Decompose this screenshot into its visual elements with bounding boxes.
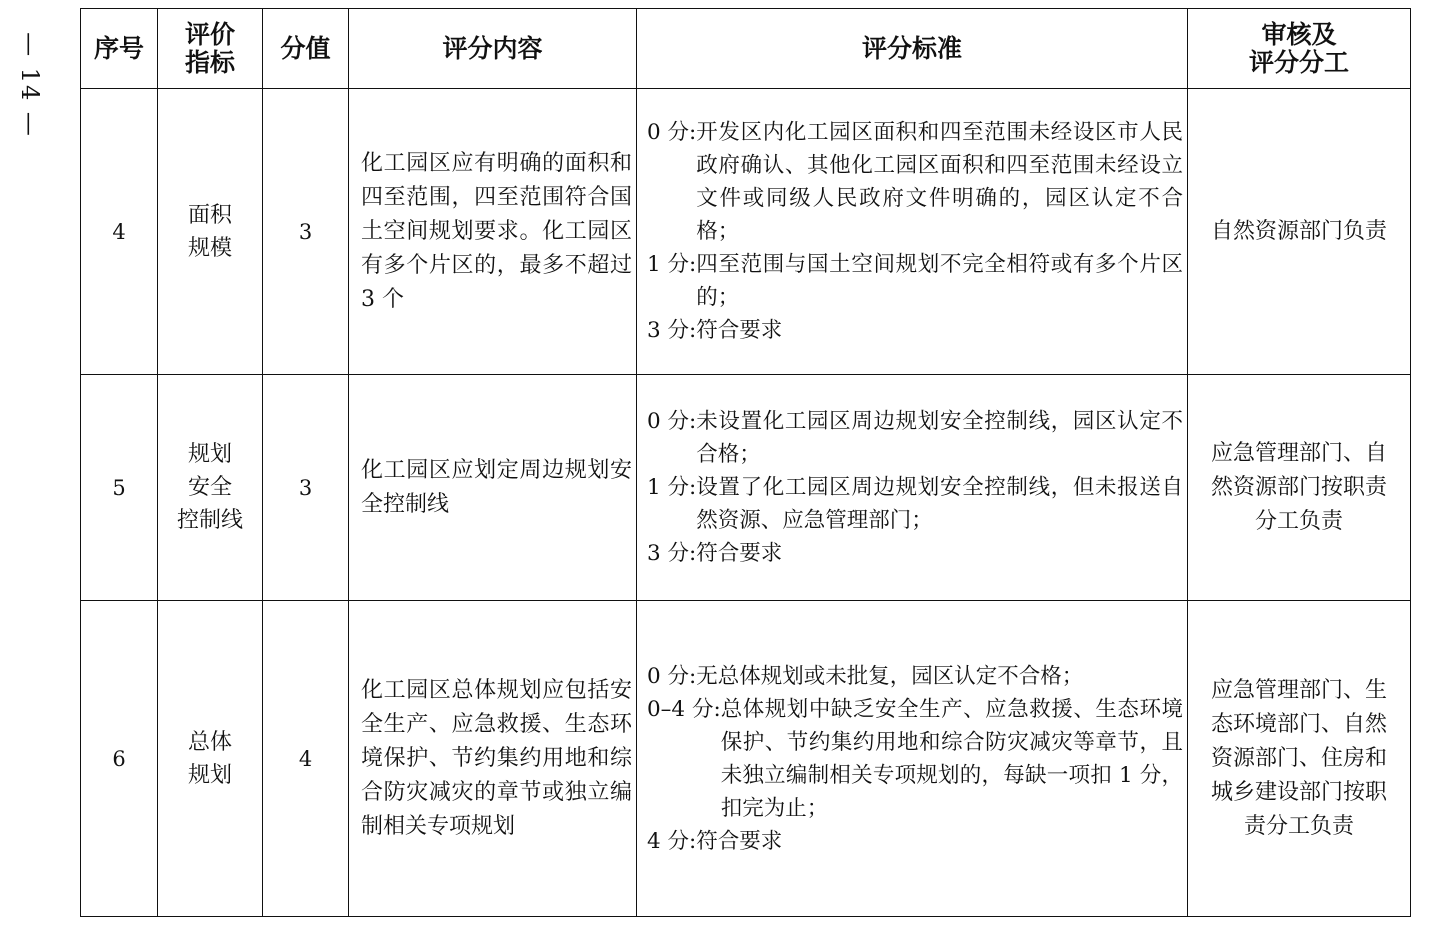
header-content: 评分内容 <box>349 9 637 89</box>
row-indicator: 面积 规模 <box>158 89 263 375</box>
criteria-item: 1 分: 设置了化工园区周边规划安全控制线，但未报送自然资源、应急管理部门； <box>647 475 1183 533</box>
criteria-item: 3 分: 符合要求 <box>647 541 783 566</box>
row-responsibility: 应急管理部门、生 态环境部门、自然 资源部门、住房和 城乡建设部门按职 责分工负责 <box>1188 601 1411 917</box>
criteria-item: 1 分: 四至范围与国土空间规划不完全相符或有多个片区的； <box>647 252 1183 310</box>
row-score: 4 <box>263 601 349 917</box>
criteria-item: 0 分: 开发区内化工园区面积和四至范围未经设区市人民政府确认、其他化工园区面积和四至范围未经设立文件或同级人民政府文件明确的，园区认定不合格； <box>647 120 1183 244</box>
row-score: 3 <box>263 89 349 375</box>
criteria-item: 4 分: 符合要求 <box>647 828 783 854</box>
row-criteria <box>637 89 1188 375</box>
page-number: — 14 — <box>16 32 45 138</box>
row-score: 3 <box>263 375 349 601</box>
criteria-item: 0 分: 无总体规划或未批复，园区认定不合格； <box>647 663 1084 689</box>
row-content: 化工园区应有明确的面积和四至范围，四至范围符合国土空间规划要求。化工园区有多个片区的，最多不超过 3 个 <box>349 89 637 375</box>
row-responsibility: 自然资源部门负责 <box>1188 89 1411 375</box>
table-row <box>81 601 1411 917</box>
header-indicator: 评价 指标 <box>158 9 263 89</box>
scoring-table <box>80 8 1411 917</box>
row-responsibility: 应急管理部门、自 然资源部门按职责 分工负责 <box>1188 375 1411 601</box>
header-review: 审核及 评分分工 <box>1188 9 1411 89</box>
row-criteria <box>637 375 1188 601</box>
row-content: 化工园区应划定周边规划安全控制线 <box>349 375 637 601</box>
header-score: 分值 <box>263 9 349 89</box>
row-criteria <box>637 601 1188 917</box>
row-indicator: 总体 规划 <box>158 601 263 917</box>
header-criteria: 评分标准 <box>637 9 1188 89</box>
row-seq: 5 <box>81 375 158 601</box>
table-row <box>81 89 1411 375</box>
row-seq: 6 <box>81 601 158 917</box>
row-seq: 4 <box>81 89 158 375</box>
criteria-item: 0 分: 未设置化工园区周边规划安全控制线，园区认定不合格； <box>647 409 1183 467</box>
criteria-item: 0–4 分: 总体规划中缺乏安全生产、应急救援、生态环境保护、节约集约用地和综合防灾减灾等章节，且未独立编制相关专项规划的，每缺一项扣 1 分，扣完为止； <box>647 696 1183 821</box>
table-row <box>81 375 1411 601</box>
table-header-row <box>81 9 1411 89</box>
criteria-item: 3 分: 符合要求 <box>647 318 783 343</box>
row-content: 化工园区总体规划应包括安全生产、应急救援、生态环境保护、节约集约用地和综合防灾减灾的章节或独立编制相关专项规划 <box>349 601 637 917</box>
row-indicator: 规划 安全 控制线 <box>158 375 263 601</box>
header-seq: 序号 <box>81 9 158 89</box>
